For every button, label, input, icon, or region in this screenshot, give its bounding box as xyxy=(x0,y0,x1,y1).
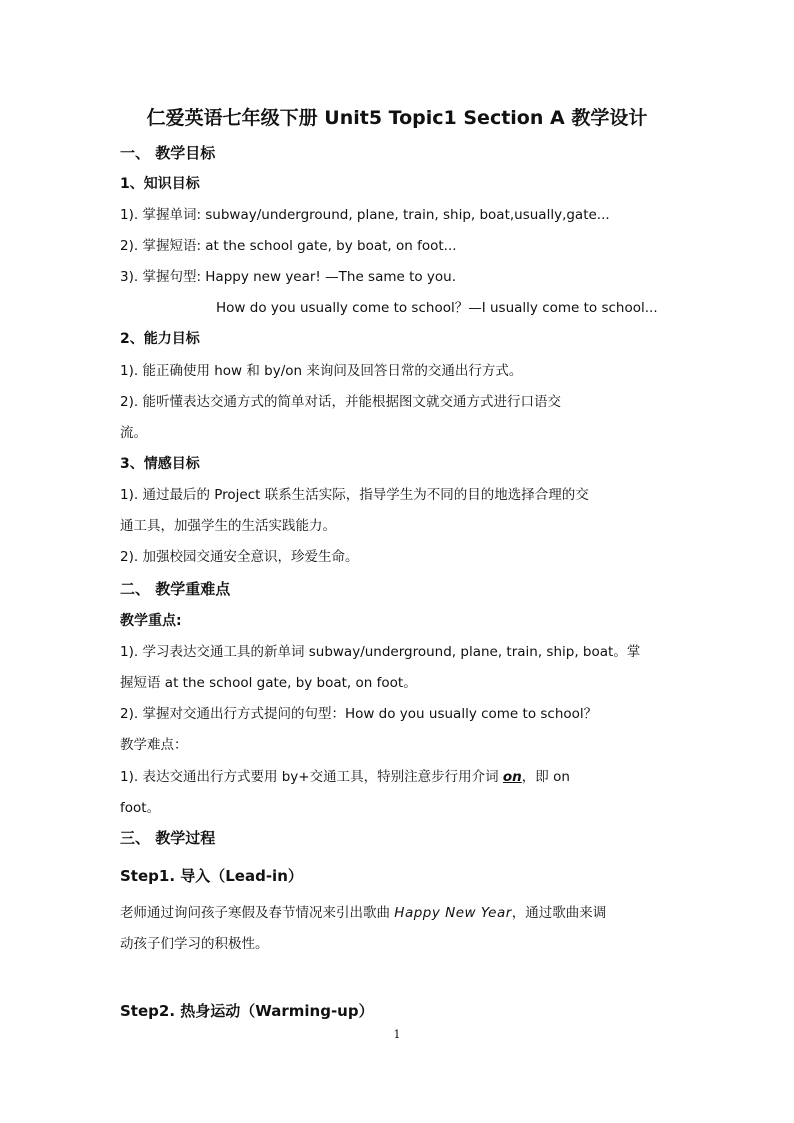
section-heading-objectives: 一、 教学目标 xyxy=(120,144,216,162)
subheading-emotion: 3、情感目标 xyxy=(120,456,200,472)
ability-line-2: 2). 能听懂表达交通方式的简单对话，并能根据图文就交通方式进行口语交 xyxy=(120,394,561,410)
emotion-line-1: 1). 通过最后的 Project 联系生活实际，指导学生为不同的目的地选择合理的交 xyxy=(120,487,589,503)
subheading-difficulty: 教学难点： xyxy=(120,737,188,753)
step1-text-a: 老师通过询问孩子寒假及春节情况来引出歌曲 xyxy=(120,905,395,921)
emphasis-on: on xyxy=(502,769,522,785)
song-title: Happy New Year xyxy=(394,905,512,921)
page-number: 1 xyxy=(393,1028,401,1041)
emotion-line-2: 通工具，加强学生的生活实践能力。 xyxy=(120,518,336,534)
emotion-line-3: 2). 加强校园交通安全意识，珍爱生命。 xyxy=(120,549,359,565)
ability-line-3: 流。 xyxy=(120,425,147,441)
section-heading-key-points: 二、 教学重难点 xyxy=(120,580,231,598)
difficulty-line-1 xyxy=(120,767,676,787)
knowledge-line-3: 3). 掌握句型: Happy new year! —The same to you. xyxy=(120,269,457,285)
step1-heading: Step1. 导入（Lead-in） xyxy=(120,867,303,885)
section-heading-process: 三、 教学过程 xyxy=(120,829,216,847)
step2-heading: Step2. 热身运动（Warming-up） xyxy=(120,1002,374,1020)
ability-line-1: 1). 能正确使用 how 和 by/on 来询问及回答日常的交通出行方式。 xyxy=(120,363,523,379)
key-line-3: 2). 掌握对交通出行方式提问的句型：How do you usually come to school？ xyxy=(120,706,598,722)
key-line-1: 1). 学习表达交通工具的新单词 subway/underground, plane, train, ship, boat。掌 xyxy=(120,644,641,660)
subheading-ability: 2、能力目标 xyxy=(120,331,200,347)
step1-text-b: ，通过歌曲来调 xyxy=(511,905,607,921)
document-title: 仁爱英语七年级下册 Unit5 Topic1 Section A 教学设计 xyxy=(146,107,648,129)
subheading-key: 教学重点: xyxy=(120,613,182,629)
knowledge-line-1: 1). 掌握单词: subway/underground, plane, train, ship, boat,usually,gate... xyxy=(120,207,610,223)
difficulty-text-a: 1). 表达交通出行方式要用 by+交通工具，特别注意步行用介词 xyxy=(120,769,503,785)
knowledge-line-4: How do you usually come to school？—I usually come to school... xyxy=(216,300,658,316)
key-line-2: 握短语 at the school gate, by boat, on foot。 xyxy=(120,675,417,691)
subheading-knowledge: 1、知识目标 xyxy=(120,176,200,192)
step1-paragraph-line-2: 动孩子们学习的积极性。 xyxy=(120,936,269,952)
step1-paragraph-line-1 xyxy=(120,903,676,923)
difficulty-line-2: foot。 xyxy=(120,800,161,816)
knowledge-line-2: 2). 掌握短语: at the school gate, by boat, on foot... xyxy=(120,238,457,254)
difficulty-text-b: ，即 on xyxy=(521,769,570,785)
